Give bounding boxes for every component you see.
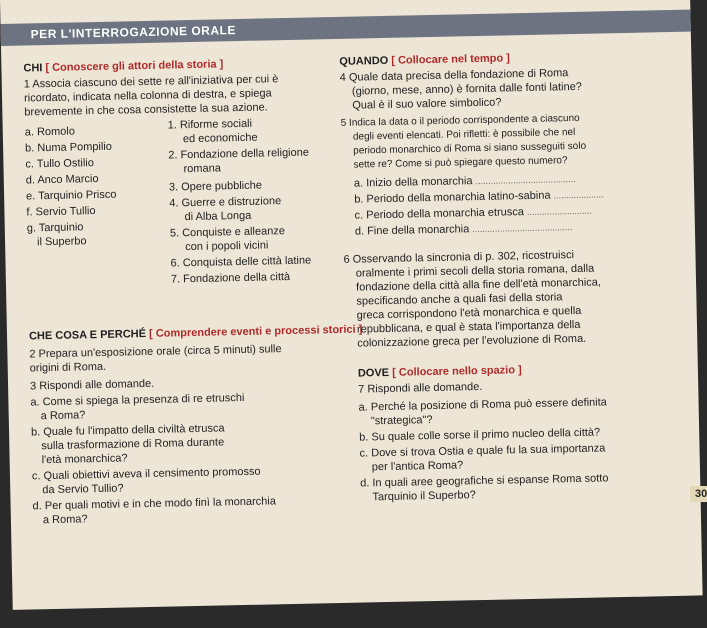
list-item: sulla trasformazione di Roma durante	[41, 436, 225, 453]
list-item: e. Tarquinio Prisco	[25, 188, 117, 203]
list-item: d. Per quali motivi e in che modo finì la monarchia	[32, 495, 277, 513]
list-item: "strategica"?	[370, 414, 433, 428]
quando-title: [ Collocare nel tempo ]	[391, 52, 510, 67]
list-item: a. Come si spiega la presenza di re etruschi	[30, 391, 245, 409]
list-item: a. Romolo	[24, 125, 76, 139]
q6-line: repubblicana, e qual è stata l'importanza della	[356, 318, 581, 336]
list-item: 3. Opere pubbliche	[168, 179, 263, 194]
quando-heading	[339, 51, 510, 69]
list-item: c. Tullo Ostilio	[25, 157, 95, 171]
page-number-tab: 30	[690, 486, 707, 502]
list-item: 5. Conquiste e alleanze	[169, 225, 285, 240]
answer-blank: ........................................	[475, 173, 576, 187]
list-item: b. Numa Pompilio	[24, 140, 113, 155]
che-prefix: CHE COSA E PERCHÉ	[28, 328, 147, 343]
q6-line: 6 Osservando la sincronia di p. 302, ricostruisci	[343, 249, 575, 266]
list-item: a Roma?	[40, 409, 86, 423]
question-3: 3 Rispondi alle domande.	[29, 377, 155, 393]
q6-line: fondazione della città alla fine dell'età monarchica,	[355, 276, 602, 294]
q6-line: oralmente i primi secoli della storia romana, dalla	[355, 262, 595, 280]
list-item: b. Quale fu l'impatto della civiltà etrusca	[30, 422, 225, 439]
list-item: il Superbo	[36, 235, 87, 249]
list-item: l'età monarchica?	[41, 452, 128, 467]
q5-item-label: d. Fine della monarchia	[354, 223, 470, 238]
q5-line: degli eventi elencati. Poi rifletti: è possibile che nel	[352, 126, 576, 143]
answer-blank: ........................................	[472, 222, 573, 235]
q2-line: 2 Prepara un'esposizione orale (circa 5 minuti) sulle	[29, 343, 282, 361]
q6-line: colonizzazione greca per l'evoluzione di Roma.	[357, 332, 587, 350]
q5-line: periodo monarchico di Roma si siano susseguiti solo	[353, 140, 587, 157]
list-item: c. Dove si trova Ostia e quale fu la sua importanza	[359, 442, 606, 460]
chi-heading	[23, 57, 223, 75]
answer-blank: ..........................	[526, 205, 593, 218]
q5-line: 5 Indica la data o il periodo corrispondente a ciascuno	[340, 112, 580, 129]
list-item: ed economiche	[182, 131, 258, 146]
q6-line: specificando anche a quali fasi della storia	[356, 291, 563, 308]
q5-item-label: a. Inizio della monarchia	[353, 175, 473, 190]
list-item: g. Tarquinio	[26, 221, 84, 235]
q6-line: greca corrispondono l'età monarchica e quella	[356, 304, 582, 322]
che-title: [ Comprendere eventi e processi storici ]	[148, 323, 363, 340]
q1-line: brevemente in che cosa consistette la sua azione.	[24, 101, 268, 119]
list-item: c. Quali obiettivi aveva il censimento promosso	[31, 465, 261, 483]
list-item	[355, 220, 573, 239]
list-item: 7. Fondazione della città	[170, 270, 291, 286]
section-banner	[1, 9, 701, 46]
q1-line: 1 Associa ciascuno dei sette re all'iniziativa per cui è	[23, 73, 279, 91]
list-item: con i popoli vicini	[185, 239, 269, 254]
banner-title: PER L'INTERROGAZIONE ORALE	[30, 23, 237, 42]
che-cosa-heading	[29, 322, 363, 343]
chi-title: [ Conoscere gli attori della storia ]	[45, 58, 224, 75]
list-item: per l'antica Roma?	[371, 459, 464, 474]
list-item: romana	[183, 162, 221, 176]
q2-line: origini di Roma.	[29, 360, 107, 375]
list-item: a Roma?	[42, 513, 88, 527]
list-item: d. Anco Marcio	[25, 172, 99, 187]
dove-prefix: DOVE	[357, 366, 390, 380]
answer-blank: ....................	[553, 189, 604, 201]
q5-item-label: c. Periodo della monarchia etrusca	[354, 206, 525, 222]
q5-item-label: b. Periodo della monarchia latino-sabina	[354, 189, 551, 206]
list-item: b. Su quale colle sorse il primo nucleo della città?	[359, 426, 601, 444]
list-item: di Alba Longa	[184, 209, 252, 224]
list-item: 6. Conquista delle città latine	[170, 254, 312, 270]
quando-prefix: QUANDO	[339, 54, 389, 68]
q4-line: (giorno, mese, anno) è fornita dalle fonti latine?	[351, 80, 582, 98]
q4-line: 4 Quale data precisa della fondazione di Roma	[339, 67, 569, 84]
list-item: Tarquinio il Superbo?	[372, 489, 476, 504]
list-item: 1. Riforme sociali	[167, 117, 253, 132]
dove-heading	[358, 363, 522, 380]
chi-prefix: CHI	[23, 62, 43, 75]
list-item: f. Servio Tullio	[26, 205, 96, 219]
q5-line: sette re? Come si può spiegare questo numero?	[353, 155, 568, 171]
dove-title: [ Collocare nello spazio ]	[392, 364, 522, 379]
list-item: 2. Fondazione della religione	[168, 146, 310, 162]
question-7: 7 Rispondi alle domande.	[358, 380, 483, 396]
list-item: 4. Guerre e distruzione	[169, 195, 282, 210]
q1-line: ricordato, indicata nella colonna di destra, e spiega	[23, 87, 272, 105]
list-item: d. In quali aree geografiche si espanse Roma sotto	[360, 472, 609, 490]
q4-line: Qual è il suo valore simbolico?	[352, 96, 502, 112]
list-item: da Servio Tullio?	[42, 482, 124, 497]
list-item: a. Perché la posizione di Roma può essere definita	[358, 396, 607, 414]
